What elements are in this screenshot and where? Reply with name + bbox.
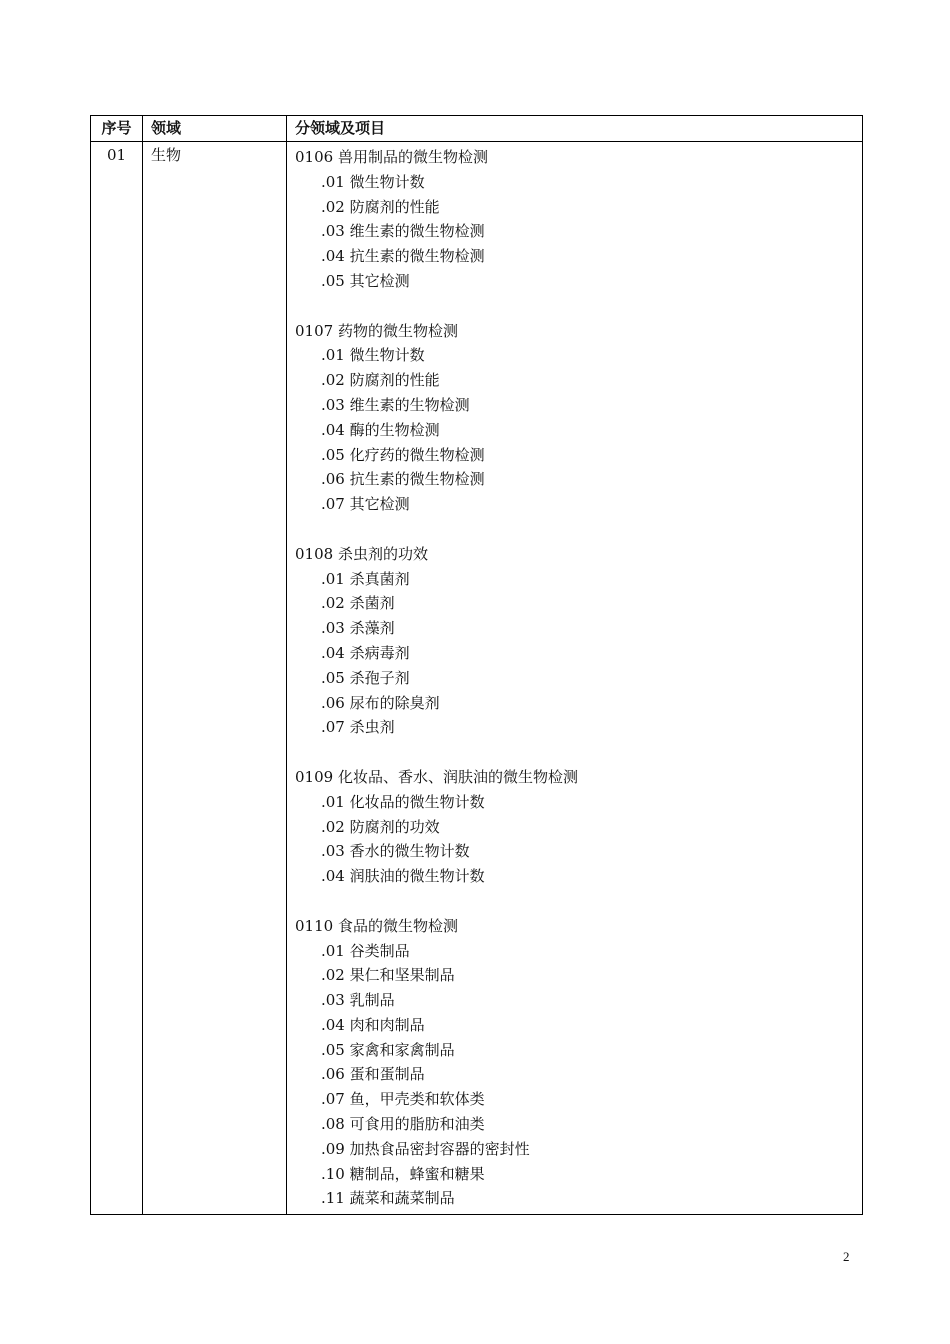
scope-table — [90, 115, 863, 1215]
subdomain-item: .06 蛋和蛋制品 — [321, 1065, 425, 1084]
subdomain-item: .05 其它检测 — [321, 271, 410, 290]
subdomain-group — [295, 319, 862, 517]
subdomain-item: .10 糖制品，蜂蜜和糖果 — [321, 1164, 485, 1183]
subdomain-item: .05 化疗药的微生物检测 — [321, 445, 485, 464]
header-seq: 序号 — [91, 116, 143, 142]
subdomain-title: 0108 杀虫剂的功效 — [295, 544, 428, 563]
subdomain-item: .02 防腐剂的性能 — [321, 197, 440, 216]
subdomain-title: 0109 化妆品、香水、润肤油的微生物检测 — [295, 767, 578, 786]
table-header-row — [91, 116, 863, 142]
subdomain-item: .11 蔬菜和蔬菜制品 — [321, 1189, 455, 1208]
subdomain-item: .03 维生素的生物检测 — [321, 395, 470, 414]
subdomain-item: .05 家禽和家禽制品 — [321, 1040, 455, 1059]
row-items — [287, 142, 863, 1215]
subdomain-item: .02 防腐剂的性能 — [321, 371, 440, 390]
item-groups — [295, 145, 862, 1211]
subdomain-item: .04 抗生素的微生物检测 — [321, 247, 485, 266]
subdomain-item: .07 其它检测 — [321, 495, 410, 514]
subdomain-group — [295, 542, 862, 740]
subdomain-item: .09 加热食品密封容器的密封性 — [321, 1139, 530, 1158]
subdomain-item: .04 酶的生物检测 — [321, 420, 440, 439]
subdomain-item: .02 果仁和坚果制品 — [321, 966, 455, 985]
row-domain: 生物 — [143, 142, 287, 1215]
subdomain-item: .07 杀虫剂 — [321, 718, 395, 737]
subdomain-item: .04 肉和肉制品 — [321, 1015, 425, 1034]
subdomain-title: 0106 兽用制品的微生物检测 — [295, 148, 488, 166]
subdomain-item: .06 尿布的除臭剂 — [321, 693, 440, 712]
subdomain-item: .04 润肤油的微生物计数 — [321, 867, 485, 886]
subdomain-item: .03 维生素的微生物检测 — [321, 222, 485, 241]
subdomain-item: .01 微生物计数 — [321, 346, 425, 365]
subdomain-item: .01 杀真菌剂 — [321, 569, 410, 588]
subdomain-item: .03 香水的微生物计数 — [321, 842, 470, 861]
subdomain-item: .03 乳制品 — [321, 991, 395, 1010]
subdomain-item: .02 防腐剂的功效 — [321, 817, 440, 836]
subdomain-item: .08 可食用的脂肪和油类 — [321, 1115, 485, 1134]
subdomain-item: .01 谷类制品 — [321, 941, 410, 960]
subdomain-item: .07 鱼，甲壳类和软体类 — [321, 1090, 485, 1109]
subdomain-item: .06 抗生素的微生物检测 — [321, 470, 485, 489]
subdomain-item: .02 杀菌剂 — [321, 594, 395, 613]
header-domain: 领域 — [143, 116, 287, 142]
subdomain-group — [295, 145, 862, 294]
subdomain-item: .01 化妆品的微生物计数 — [321, 792, 485, 811]
subdomain-title: 0107 药物的微生物检测 — [295, 321, 458, 340]
subdomain-title: 0110 食品的微生物检测 — [295, 916, 458, 935]
subdomain-item: .03 杀藻剂 — [321, 619, 395, 638]
header-items: 分领域及项目 — [287, 116, 863, 142]
subdomain-item: .01 微生物计数 — [321, 172, 425, 191]
page-number: 2 — [843, 1249, 850, 1264]
subdomain-group — [295, 765, 862, 889]
subdomain-item: .05 杀孢子剂 — [321, 668, 410, 687]
subdomain-item: .04 杀病毒剂 — [321, 643, 410, 662]
subdomain-group — [295, 914, 862, 1212]
row-seq: 01 — [91, 142, 143, 1215]
table-row — [91, 142, 863, 1215]
